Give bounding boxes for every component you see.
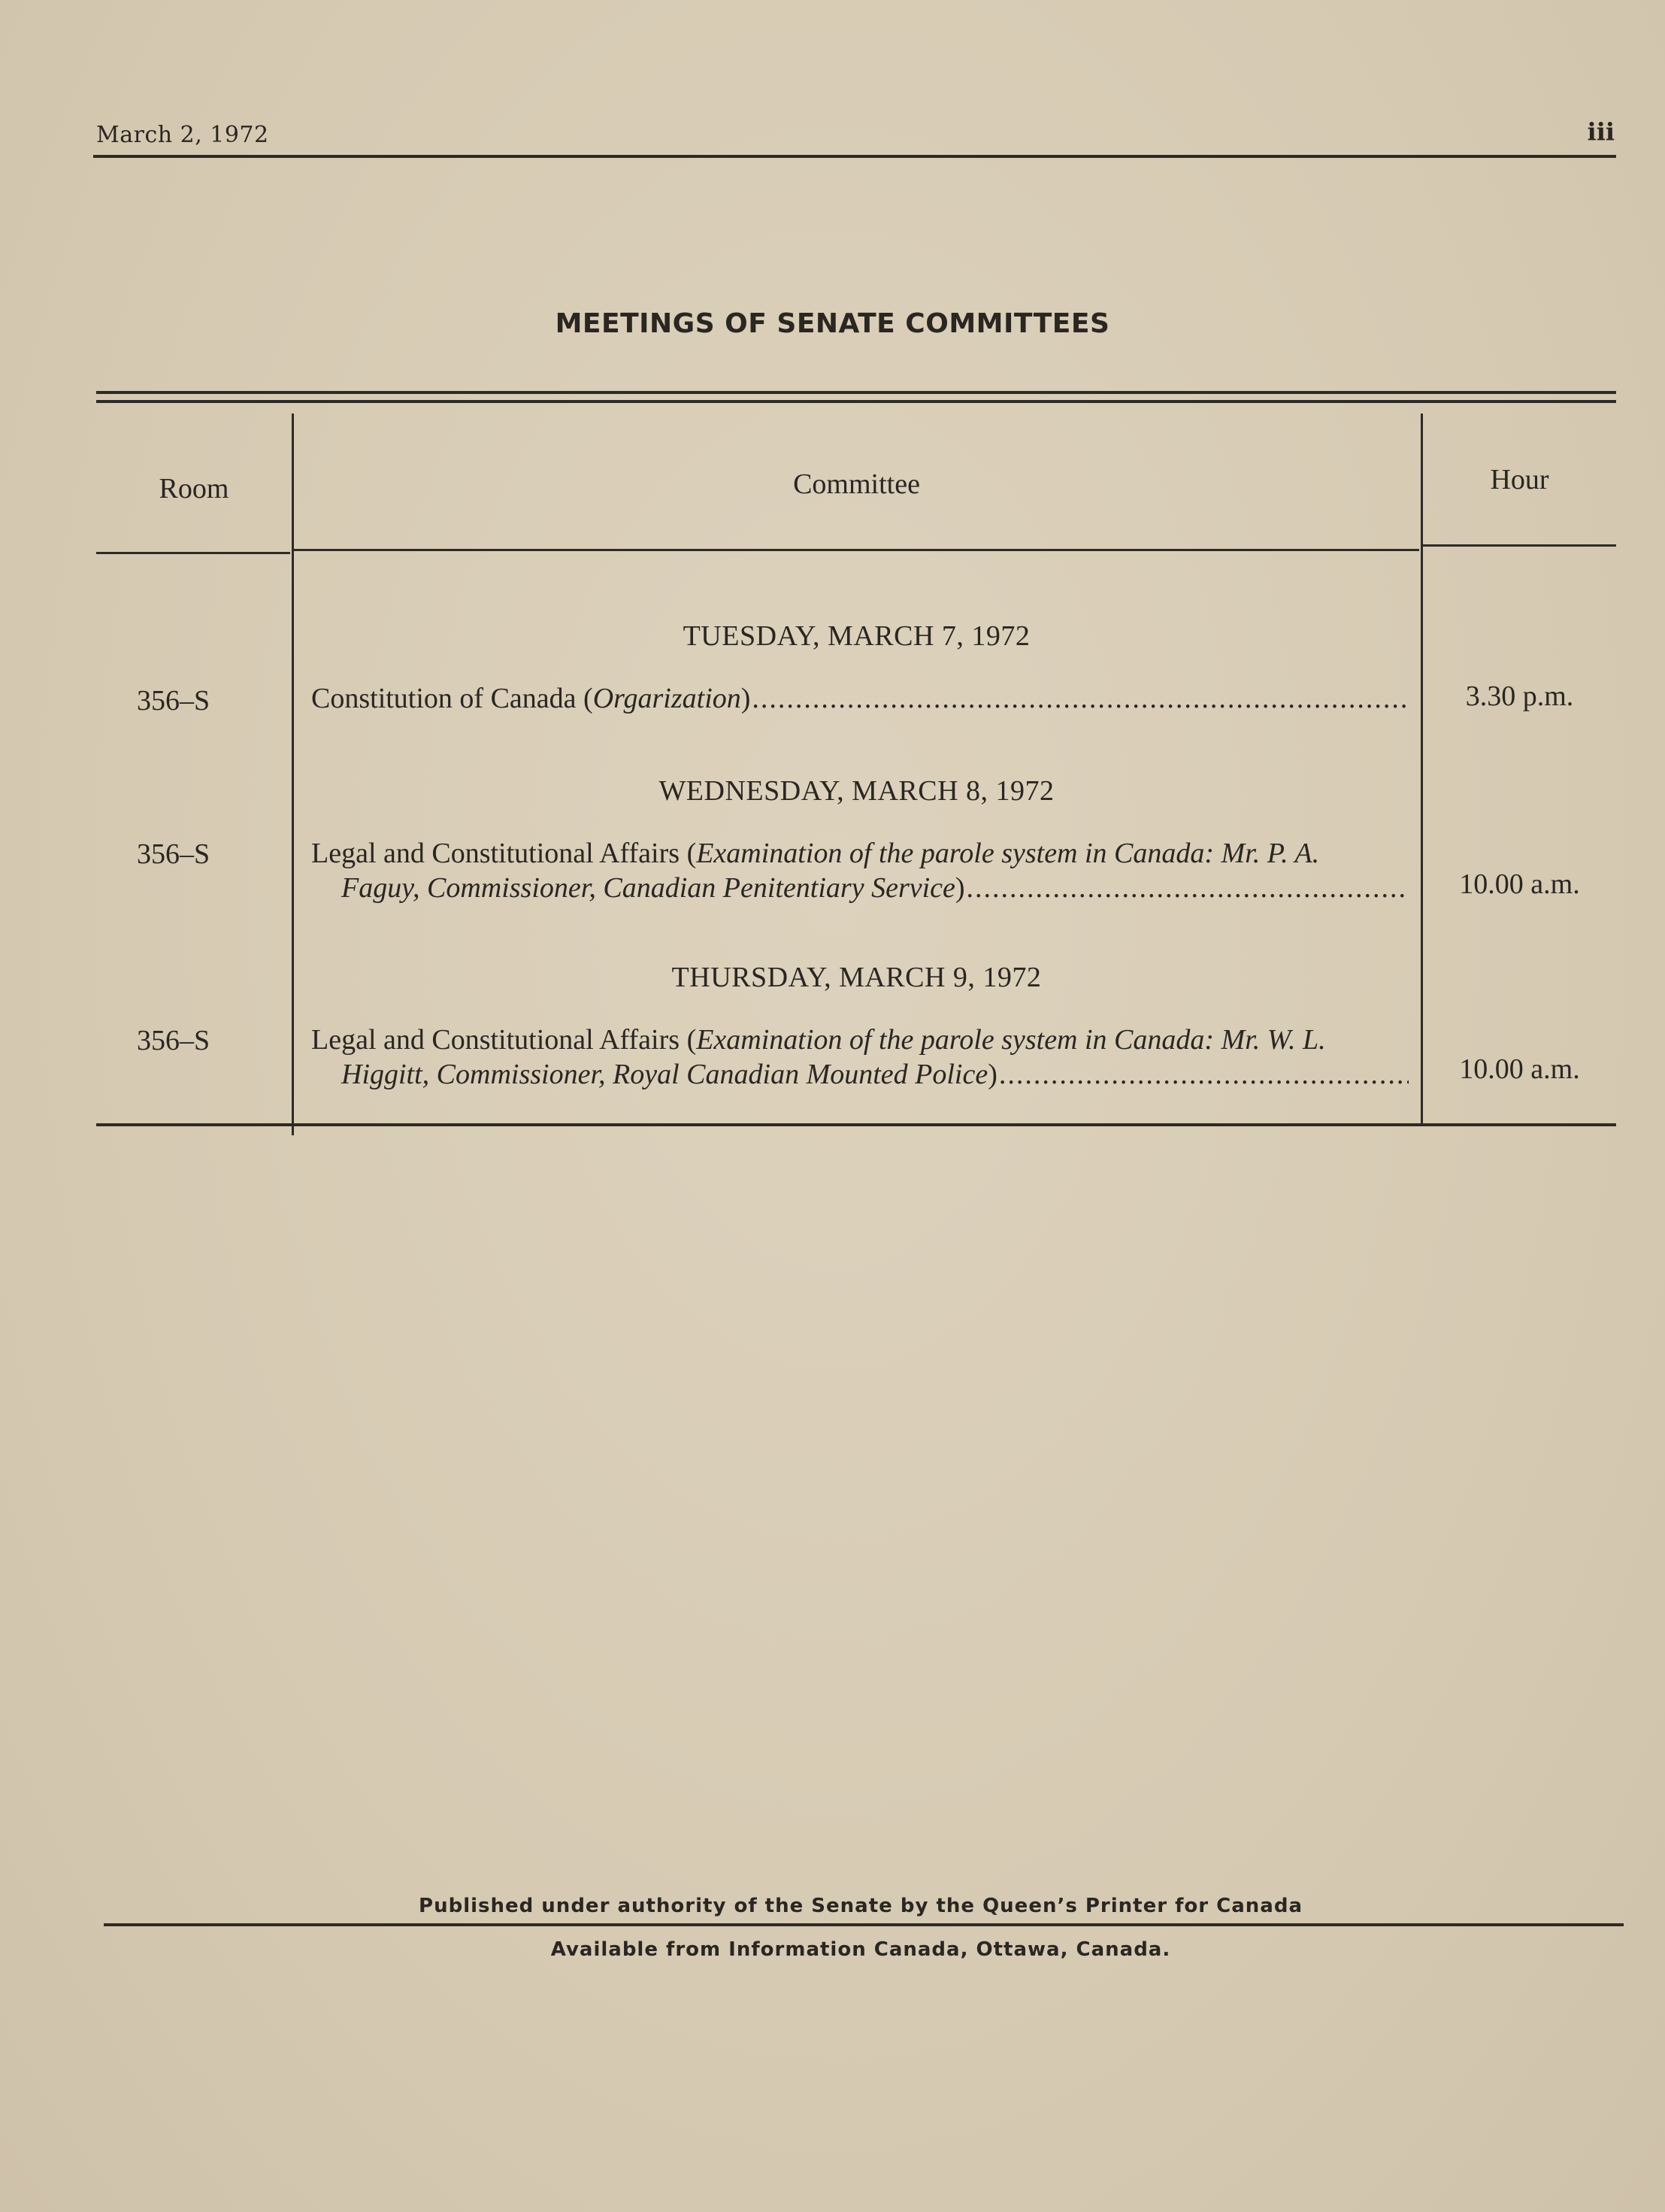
footer-rule [104,1923,1624,1926]
running-header [93,117,1616,158]
room-cell: 356–S [137,1025,210,1056]
column-header-committee: Committee [793,468,920,500]
dot-leader [999,1057,1409,1092]
header-rule-hour [1423,544,1616,547]
committee-name: Legal and Constitutional Affairs [311,838,680,869]
footer-publisher-line: Published under authority of the Senate by the Queen’s Printer for Canada [419,1895,1303,1917]
hour-cell: 3.30 p.m. [1465,680,1574,712]
header-rule-room [96,552,290,554]
header-rule-committee [294,549,1419,551]
footer-availability-line: Available from Information Canada, Ottawa, Canada. [550,1938,1171,1961]
entry-line: Legal and Constitutional Affairs (Examination of the parole system in Canada: Mr. P. A. [311,838,1320,869]
day-heading: WEDNESDAY, MARCH 8, 1972 [658,775,1055,807]
committee-entry [311,1023,1409,1092]
entry-line: Higgitt, Commissioner, Royal Canadian Mounted Police ) ..... [311,1057,1409,1092]
page-number: iii [1587,117,1615,146]
detail-close: ) [740,683,751,714]
committee-detail: Orgarization [592,683,741,714]
table-bottom-rule [96,1123,1616,1126]
header-date: March 2, 1972 [96,122,269,148]
entry-line [311,681,1409,716]
column-header-hour: Hour [1490,464,1549,495]
table-top-rule [96,391,1616,394]
hour-cell: 10.00 a.m. [1459,868,1580,900]
committee-entry [311,836,1409,905]
room-cell: 356–S [137,685,210,717]
dot-leader [752,681,1409,716]
room-cell: 356–S [137,838,210,870]
entry-line: Faguy, Commissioner, Canadian Penitentiary Service ) ..... [311,871,1409,905]
day-heading: TUESDAY, MARCH 7, 1972 [683,620,1031,652]
day-heading: THURSDAY, MARCH 9, 1972 [671,962,1042,993]
committee-detail-line1: Examination of the parole system in Canada: Mr. W. L. [696,1024,1326,1056]
committee-name: Legal and Constitutional Affairs [311,1024,680,1056]
committee-detail-line2: Faguy, Commissioner, Canadian Penitentiary Service [341,872,955,904]
column-header-room: Room [159,473,229,505]
committee-entry [311,681,1409,716]
dot-leader [967,871,1409,905]
detail-open: ( [583,683,593,714]
committee-detail-line2: Higgitt, Commissioner, Royal Canadian Mounted Police [341,1059,988,1090]
committee-meetings-table [96,391,1616,1128]
page-title: MEETINGS OF SENATE COMMITTEES [555,308,1110,339]
column-divider-hour [1421,414,1423,1126]
committee-name: Constitution of Canada [311,683,577,714]
committee-detail-line1: Examination of the parole system in Canada: Mr. P. A. [696,838,1320,869]
hour-cell: 10.00 a.m. [1459,1053,1580,1085]
entry-line: Legal and Constitutional Affairs (Examination of the parole system in Canada: Mr. W. L. [311,1024,1326,1056]
table-top-rule-inner [96,400,1616,403]
